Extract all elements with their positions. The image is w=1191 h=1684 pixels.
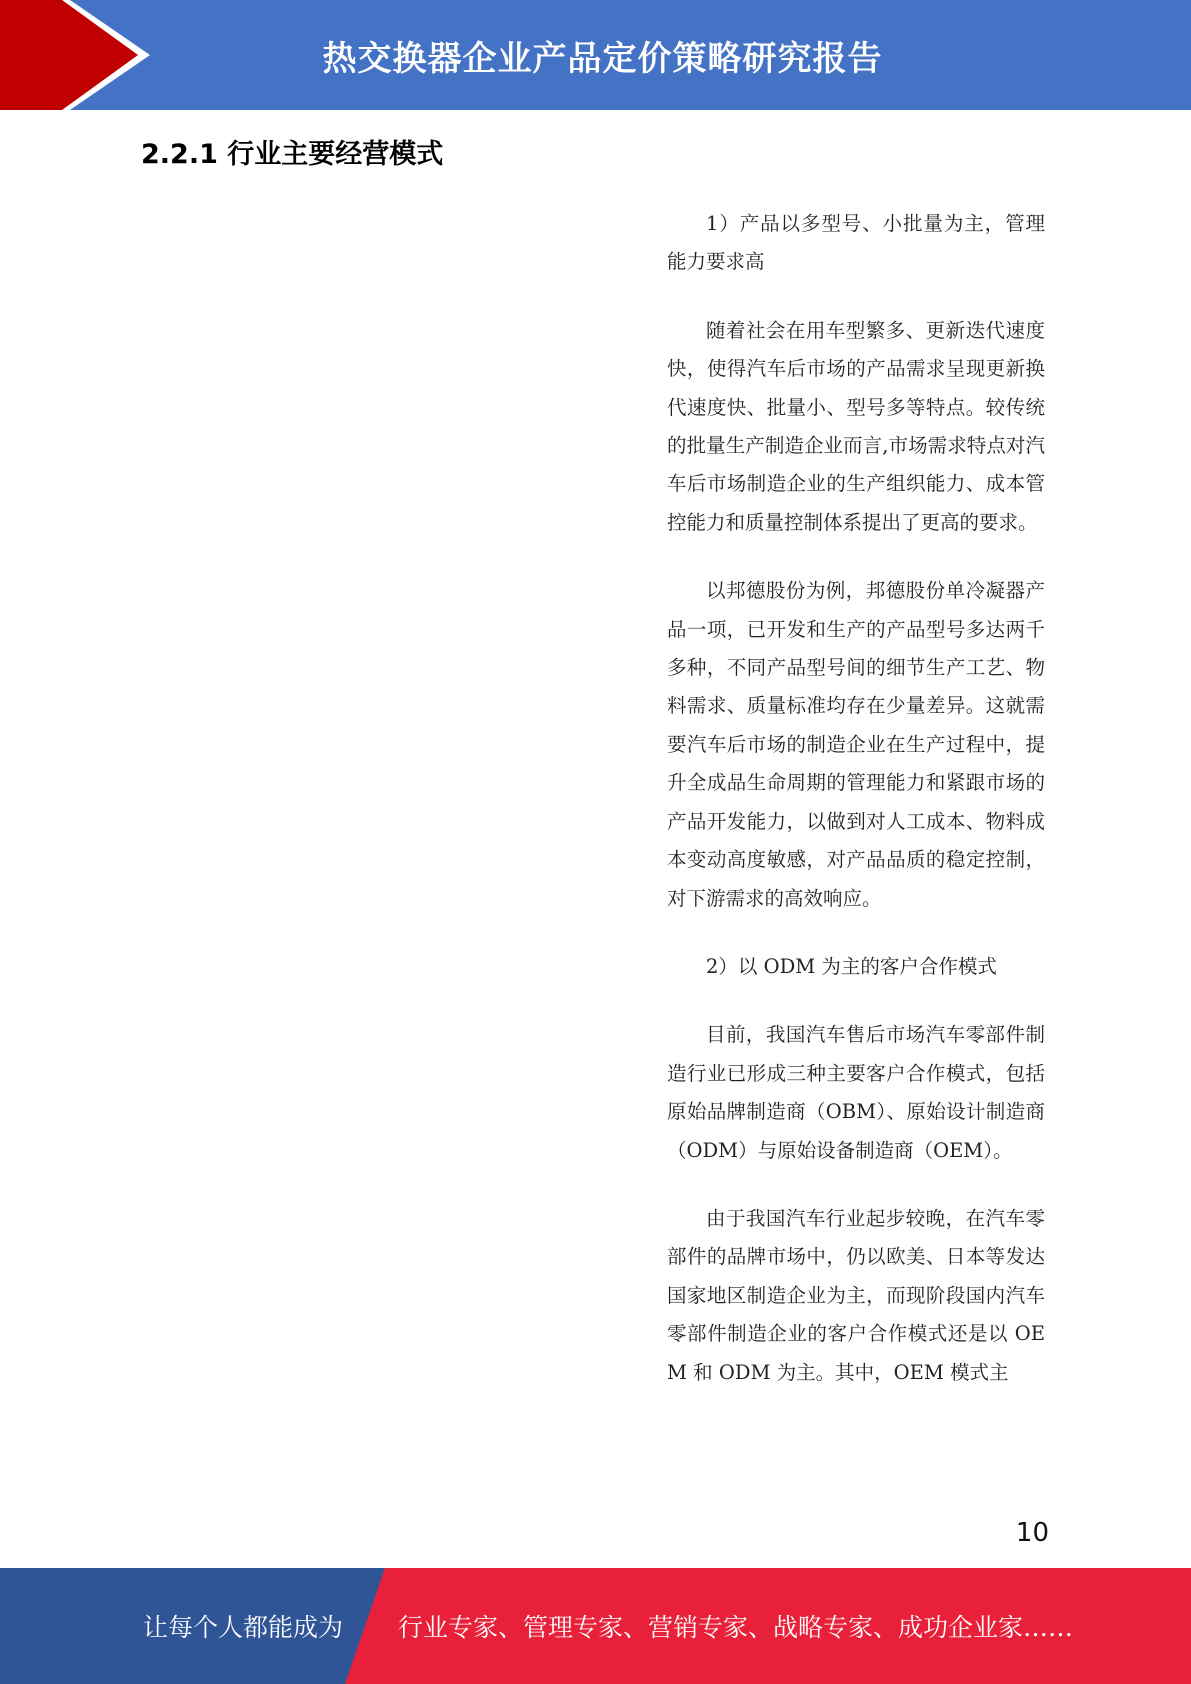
page-header xyxy=(0,0,1191,110)
section-heading: 2.2.1 行业主要经营模式 xyxy=(141,139,444,170)
body-paragraph-1: 1）产品以多型号、小批量为主，管理能力要求高 xyxy=(667,212,1045,274)
body-paragraph-6: 由于我国汽车行业起步较晚，在汽车零部件的品牌市场中，仍以欧美、日本等发达国家地区制造企业为主，而现阶段国内汽车零部件制造企业的客户合作模式还是以 OEM 和 ODM 为主。其中，OEM 模式主 xyxy=(667,1206,1045,1384)
page-footer xyxy=(0,1568,1191,1684)
footer-slogan-right: 行业专家、管理专家、营销专家、战略专家、成功企业家…… xyxy=(398,1613,1074,1642)
body-paragraph-5: 目前，我国汽车售后市场汽车零部件制造行业已形成三种主要客户合作模式，包括原始品牌制造商（OBM）、原始设计制造商（ODM）与原始设备制造商（OEM）。 xyxy=(667,1023,1045,1162)
body-paragraph-3: 以邦德股份为例，邦德股份单冷凝器产品一项，已开发和生产的产品型号多达两千多种，不同产品型号间的细节生产工艺、物料需求、质量标准均存在少量差异。这就需要汽车后市场的制造企业在生产过程中，提升全成品生命周期的管理能力和紧跟市场的产品开发能力，以做到对人工成本、物料成本变动高度敏感，对产品品质的稳定控制，对下游需求的高效响应。 xyxy=(667,579,1045,910)
body-text-column xyxy=(667,205,1045,1392)
body-paragraph-4: 2）以 ODM 为主的客户合作模式 xyxy=(706,954,997,978)
report-title: 热交换器企业产品定价策略研究报告 xyxy=(322,38,883,79)
footer-slogan-left: 让每个人都能成为 xyxy=(143,1613,344,1642)
body-paragraph-2: 随着社会在用车型繁多、更新迭代速度快，使得汽车后市场的产品需求呈现更新换代速度快、批量小、型号多等特点。较传统的批量生产制造企业而言,市场需求特点对汽车后市场制造企业的生产组织能力、成本管控能力和质量控制体系提出了更高的要求。 xyxy=(667,318,1045,534)
page-number: 10 xyxy=(1015,1518,1049,1548)
